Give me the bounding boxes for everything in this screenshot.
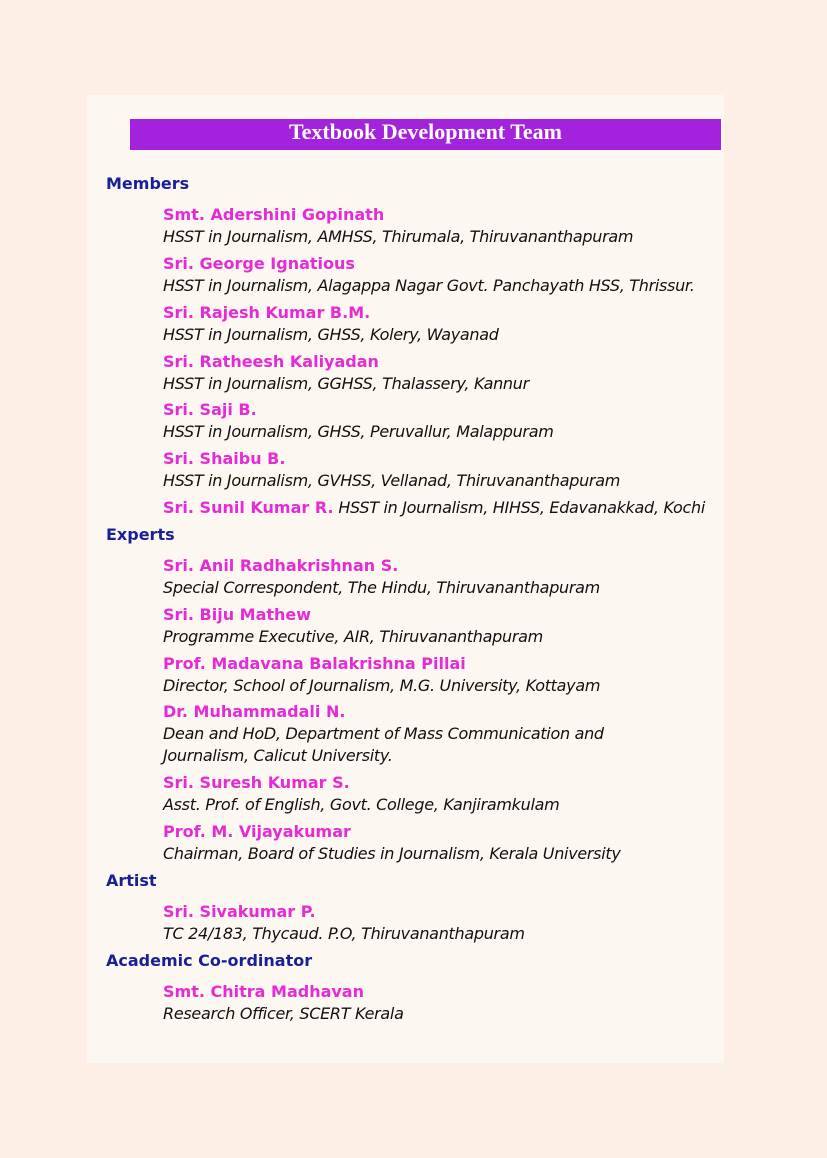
coordinator-role: Research Officer, SCERT Kerala <box>163 1004 404 1023</box>
member-name: Sri. Rajesh Kumar B.M. <box>163 303 371 322</box>
member-name: Sri. Ratheesh Kaliyadan <box>163 352 379 371</box>
artist-role: TC 24/183, Thycaud. P.O, Thiruvananthapuram <box>163 924 525 943</box>
coordinator-name: Smt. Chitra Madhavan <box>163 982 364 1001</box>
member-role: HSST in Journalism, AMHSS, Thirumala, Thiruvananthapuram <box>163 227 634 246</box>
member-role: HSST in Journalism, GHSS, Kolery, Wayanad <box>163 325 499 344</box>
expert-role: Director, School of Journalism, M.G. University, Kottayam <box>163 676 601 695</box>
member-name: Smt. Adershini Gopinath <box>163 205 385 224</box>
expert-name: Sri. Biju Mathew <box>163 605 312 624</box>
expert-role: Journalism, Calicut University. <box>163 746 393 765</box>
member-name: Sri. Shaibu B. <box>163 449 286 468</box>
member-role: HSST in Journalism, GVHSS, Vellanad, Thiruvananthapuram <box>163 471 620 490</box>
expert-name: Sri. Suresh Kumar S. <box>163 773 350 792</box>
expert-role: Dean and HoD, Department of Mass Communication and <box>163 724 604 743</box>
expert-role: Special Correspondent, The Hindu, Thiruvananthapuram <box>163 578 600 597</box>
artist-name: Sri. Sivakumar P. <box>163 902 316 921</box>
member-role: HSST in Journalism, HIHSS, Edavanakkad, Kochi <box>338 498 706 517</box>
expert-name: Sri. Anil Radhakrishnan S. <box>163 556 399 575</box>
expert-role: Chairman, Board of Studies in Journalism, Kerala University <box>163 844 621 863</box>
member-name: Sri. George Ignatious <box>163 254 355 273</box>
expert-role: Programme Executive, AIR, Thiruvananthapuram <box>163 627 543 646</box>
section-heading-artist: Artist <box>106 871 157 890</box>
section-heading-members: Members <box>106 174 190 193</box>
member-role: HSST in Journalism, Alagappa Nagar Govt. Panchayath HSS, Thrissur. <box>163 276 695 295</box>
section-heading-coordinator: Academic Co-ordinator <box>106 951 313 970</box>
member-name: Sri. Sunil Kumar R. <box>163 498 334 517</box>
expert-name: Prof. M. Vijayakumar <box>163 822 351 841</box>
expert-name: Prof. Madavana Balakrishna Pillai <box>163 654 466 673</box>
member-entry-inline <box>163 498 705 518</box>
expert-name: Dr. Muhammadali N. <box>163 702 346 721</box>
expert-role: Asst. Prof. of English, Govt. College, Kanjiramkulam <box>163 795 560 814</box>
member-role: HSST in Journalism, GGHSS, Thalassery, Kannur <box>163 374 529 393</box>
member-role: HSST in Journalism, GHSS, Peruvallur, Malappuram <box>163 422 554 441</box>
section-heading-experts: Experts <box>106 525 175 544</box>
member-name: Sri. Saji B. <box>163 400 257 419</box>
page-title: Textbook Development Team <box>130 119 721 150</box>
